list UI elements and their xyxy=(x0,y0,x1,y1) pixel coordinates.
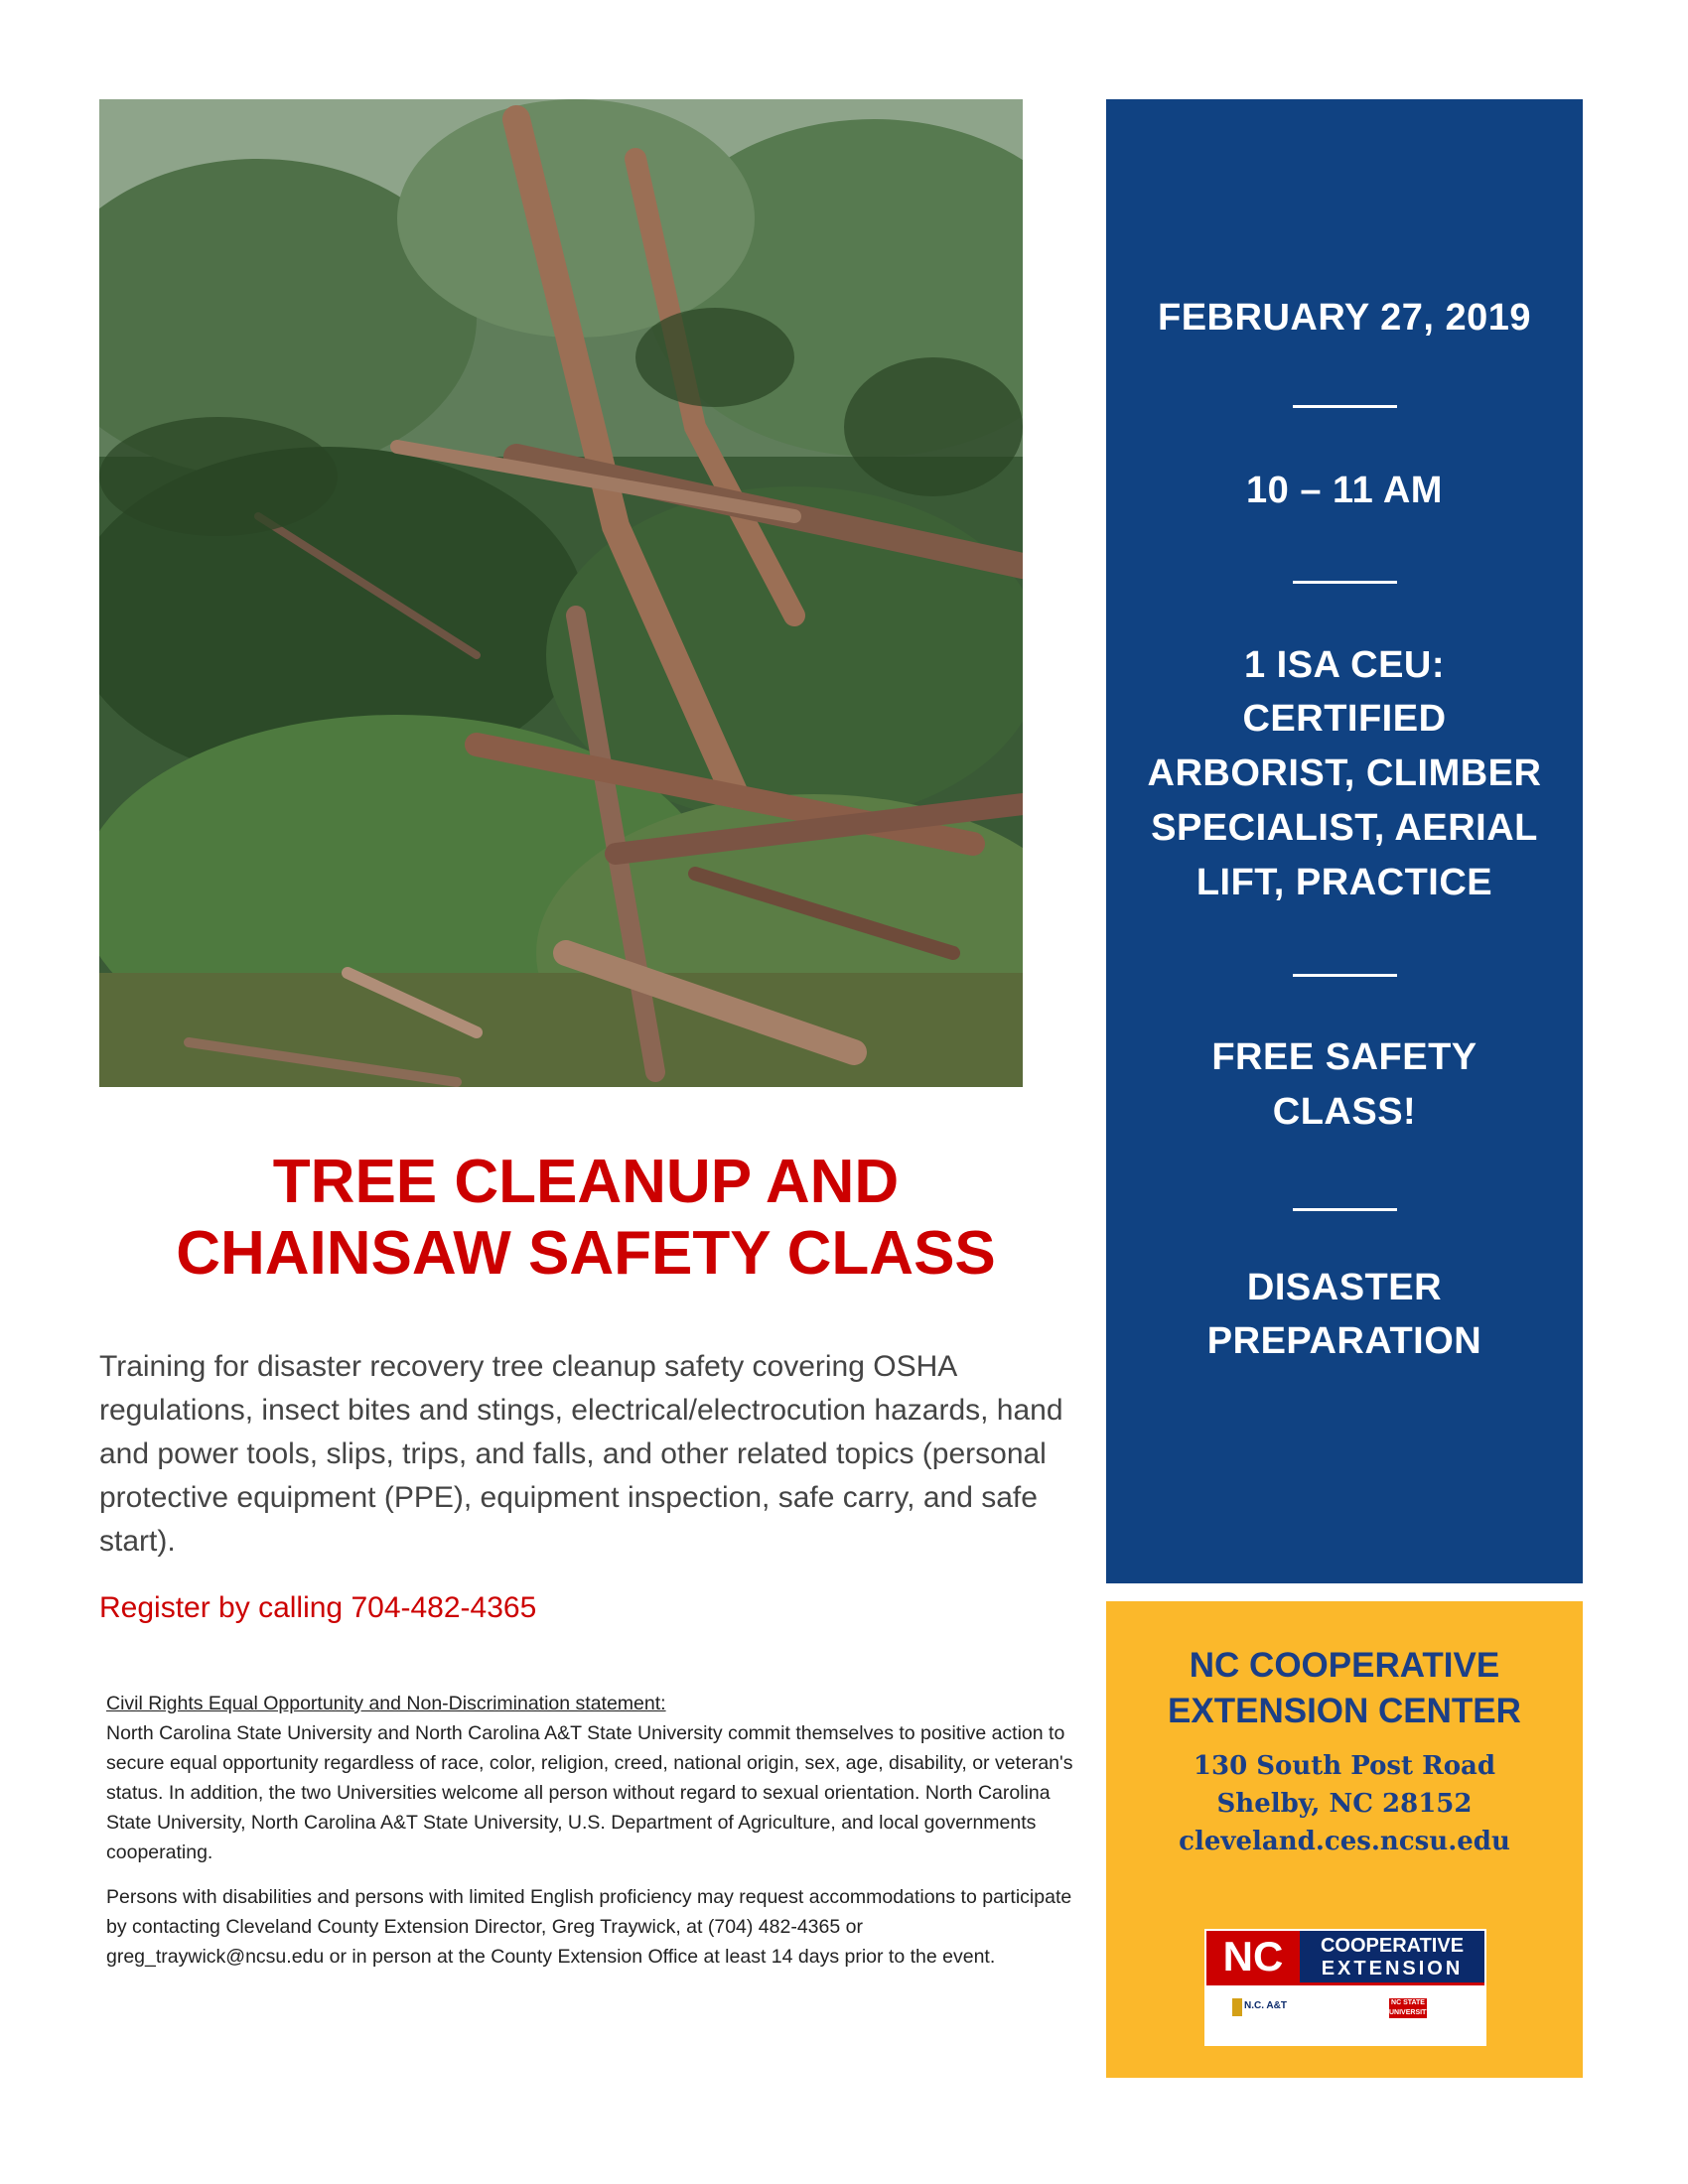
civil-rights-statement xyxy=(106,1689,1074,1972)
topic-line-2: PREPARATION xyxy=(1206,1320,1482,1362)
city-state-zip: Shelby, NC 28152 xyxy=(1216,1789,1473,1819)
event-details-panel xyxy=(1106,99,1583,1583)
ceu-line-2: CERTIFIED xyxy=(1242,698,1447,740)
register-phone: Register by calling 704-482-4365 xyxy=(99,1591,537,1624)
page-title xyxy=(99,1147,1072,1290)
center-name-line-1: NC COOPERATIVE xyxy=(1189,1646,1500,1685)
fallen-tree-photo xyxy=(99,99,1023,1087)
event-time: 10 – 11 AM xyxy=(1246,470,1443,511)
center-address xyxy=(1106,1747,1583,1860)
ceu-line-4: SPECIALIST, AERIAL xyxy=(1151,807,1538,849)
center-name xyxy=(1106,1643,1583,1734)
free-class-line-2: CLASS! xyxy=(1272,1091,1417,1133)
ncstate-logo: NC STATE UNIVERSITY xyxy=(1389,1999,1432,2016)
logo-extension: EXTENSION xyxy=(1321,1958,1464,1979)
ncat-aggie-icon xyxy=(1232,1998,1242,2016)
topic-line-1: DISASTER xyxy=(1246,1267,1443,1308)
tree-photo-icon xyxy=(99,99,1023,1087)
ceu-line-1: 1 ISA CEU: xyxy=(1243,644,1446,686)
civil-rights-heading: Civil Rights Equal Opportunity and Non-Discrimination statement: xyxy=(106,1693,666,1714)
divider xyxy=(1293,974,1397,977)
logo-wordmark xyxy=(1300,1931,1484,1982)
website-link[interactable]: cleveland.ces.ncsu.edu xyxy=(1179,1827,1510,1856)
civil-rights-body: North Carolina State University and North Carolina A&T State University commit themselves to positive action to secure equal opportunity regardless of race, color, religion, creed, national origin, sex, age, disability, or veteran's status. In addition, the two Universities welcome all person without regard to sexual orientation. North Carolina State University, North Carolina A&T State University, U.S. Department of Agriculture, and local governments cooperating. xyxy=(106,1722,1073,1863)
ceu-line-5: LIFT, PRACTICE xyxy=(1196,862,1493,903)
divider xyxy=(1293,1208,1397,1211)
event-date: FEBRUARY 27, 2019 xyxy=(1158,297,1531,339)
title-line-2: CHAINSAW SAFETY CLASS xyxy=(176,1219,996,1288)
title-line-1: TREE CLEANUP AND xyxy=(272,1148,900,1216)
center-name-line-2: EXTENSION CENTER xyxy=(1168,1692,1521,1730)
class-description: Training for disaster recovery tree cleanup safety covering OSHA regulations, insect bites and stings, electrical/electrocution hazards, hand and power tools, slips, trips, and falls, and other related topics (personal protective equipment (PPE), equipment inspection, safe carry, and safe start). xyxy=(99,1350,1063,1558)
nc-logo-mark: NC xyxy=(1206,1931,1300,1982)
ceu-line-3: ARBORIST, CLIMBER xyxy=(1147,752,1542,794)
extension-center-panel xyxy=(1106,1601,1583,2078)
logo-divider xyxy=(1206,1982,1484,1985)
free-class-line-1: FREE SAFETY xyxy=(1211,1036,1477,1078)
street-address: 130 South Post Road xyxy=(1193,1751,1496,1781)
nc-cooperative-extension-logo xyxy=(1204,1929,1486,2046)
divider xyxy=(1293,581,1397,584)
divider xyxy=(1293,405,1397,408)
accommodations-statement: Persons with disabilities and persons with limited English proficiency may request accommodations to participate by contacting Cleveland County Extension Director, Greg Traywick, at (704) 482-4365 or greg_traywick@ncsu.edu or in person at the County Extension Office at least 14 days prior to the event. xyxy=(106,1886,1072,1968)
ncat-logo-text: N.C. A&T xyxy=(1244,2000,1287,2011)
logo-cooperative: COOPERATIVE xyxy=(1320,1935,1465,1957)
